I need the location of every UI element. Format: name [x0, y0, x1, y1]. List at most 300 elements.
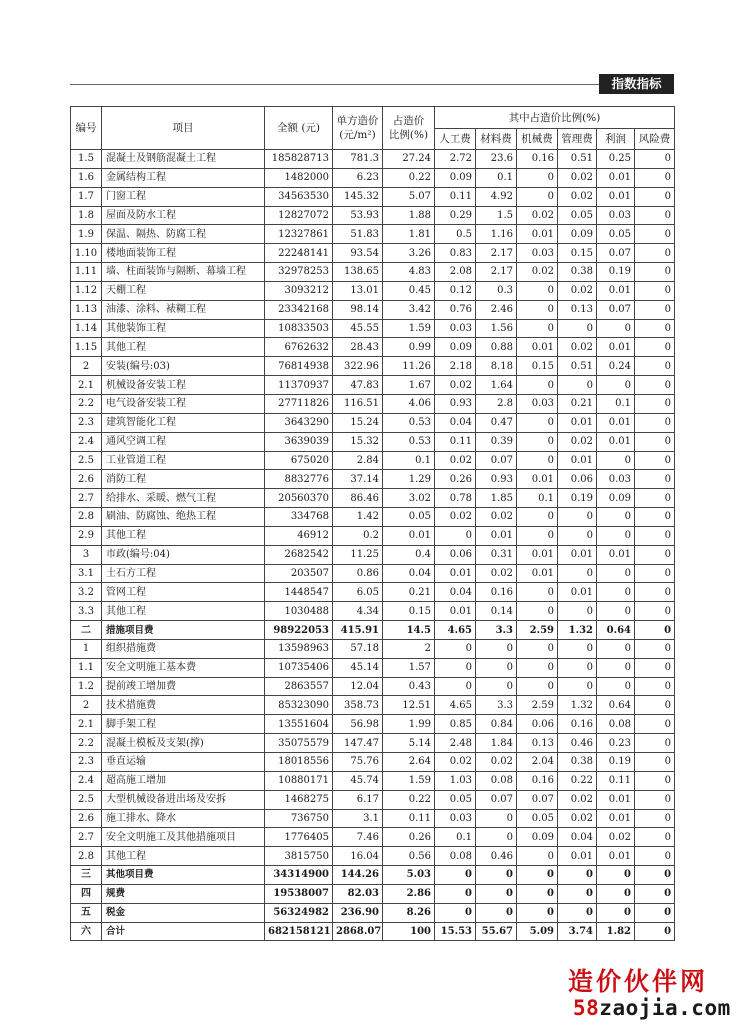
row-management-cell: 0: [558, 658, 597, 677]
row-unit-price-cell: 6.23: [333, 168, 383, 187]
row-unit-price-cell: 2868.07: [333, 922, 383, 941]
row-risk-cell: 0: [635, 526, 675, 545]
row-unit-price-cell: 415.91: [333, 621, 383, 640]
row-no-cell: 1.15: [71, 338, 102, 357]
row-item-cell: 刷油、防腐蚀、绝热工程: [102, 508, 265, 527]
row-management-cell: 0.05: [558, 206, 597, 225]
row-labor-cell: 0.26: [435, 470, 476, 489]
table-row: [71, 263, 675, 282]
table-row: [71, 602, 675, 621]
row-profit-cell: 0.25: [597, 150, 635, 169]
row-material-cell: 2.46: [476, 300, 517, 319]
row-no-cell: 二: [71, 621, 102, 640]
row-no-cell: 2.4: [71, 432, 102, 451]
row-amount-cell: 20560370: [265, 489, 333, 508]
row-risk-cell: 0: [635, 790, 675, 809]
row-material-cell: 3.3: [476, 621, 517, 640]
row-profit-cell: 0.07: [597, 300, 635, 319]
table-row: [71, 828, 675, 847]
row-amount-cell: 11370937: [265, 376, 333, 395]
row-ratio-cell: 0.1: [383, 451, 435, 470]
row-item-cell: 合计: [102, 922, 265, 941]
header-unit-price-line1: 单方造价: [336, 115, 379, 127]
row-labor-cell: 0: [435, 526, 476, 545]
row-material-cell: 8.18: [476, 357, 517, 376]
row-risk-cell: 0: [635, 206, 675, 225]
row-risk-cell: 0: [635, 658, 675, 677]
row-risk-cell: 0: [635, 696, 675, 715]
row-no-cell: 1.5: [71, 150, 102, 169]
row-ratio-cell: 4.83: [383, 263, 435, 282]
row-labor-cell: 0: [435, 658, 476, 677]
row-material-cell: 0: [476, 884, 517, 903]
row-labor-cell: 0.93: [435, 394, 476, 413]
row-ratio-cell: 2.64: [383, 753, 435, 772]
row-ratio-cell: 1.81: [383, 225, 435, 244]
row-amount-cell: 13598963: [265, 639, 333, 658]
row-labor-cell: 0.5: [435, 225, 476, 244]
row-no-cell: 1.1: [71, 658, 102, 677]
table-row: [71, 168, 675, 187]
row-machine-cell: 0.1: [517, 489, 558, 508]
row-machine-cell: 0: [517, 432, 558, 451]
row-labor-cell: 0: [435, 866, 476, 885]
row-management-cell: 0.06: [558, 470, 597, 489]
row-amount-cell: 56324982: [265, 903, 333, 922]
table-row: [71, 809, 675, 828]
row-labor-cell: 0: [435, 903, 476, 922]
section-tag: 指数指标: [599, 74, 674, 94]
row-amount-cell: 19538007: [265, 884, 333, 903]
row-risk-cell: 0: [635, 922, 675, 941]
row-machine-cell: 0: [517, 281, 558, 300]
row-unit-price-cell: 6.05: [333, 583, 383, 602]
row-amount-cell: 3639039: [265, 432, 333, 451]
row-amount-cell: 3643290: [265, 413, 333, 432]
row-material-cell: 0.84: [476, 715, 517, 734]
row-amount-cell: 46912: [265, 526, 333, 545]
row-profit-cell: 0: [597, 677, 635, 696]
row-ratio-cell: 5.07: [383, 187, 435, 206]
row-management-cell: 0.38: [558, 263, 597, 282]
row-unit-price-cell: 98.14: [333, 300, 383, 319]
row-profit-cell: 0: [597, 508, 635, 527]
table-row: [71, 696, 675, 715]
row-item-cell: 垂直运输: [102, 753, 265, 772]
row-management-cell: 0.04: [558, 828, 597, 847]
row-item-cell: 天棚工程: [102, 281, 265, 300]
row-ratio-cell: 0.53: [383, 432, 435, 451]
watermark-url: [573, 996, 731, 1020]
table-row: [71, 771, 675, 790]
row-management-cell: 0.02: [558, 187, 597, 206]
row-item-cell: 混凝土及钢筋混凝土工程: [102, 150, 265, 169]
table-row: [71, 470, 675, 489]
row-machine-cell: 2.59: [517, 621, 558, 640]
row-risk-cell: 0: [635, 639, 675, 658]
row-labor-cell: 0.11: [435, 432, 476, 451]
row-unit-price-cell: 51.83: [333, 225, 383, 244]
row-material-cell: 1.5: [476, 206, 517, 225]
row-profit-cell: 0: [597, 319, 635, 338]
row-ratio-cell: 0.43: [383, 677, 435, 696]
row-machine-cell: 0: [517, 508, 558, 527]
row-no-cell: 六: [71, 922, 102, 941]
row-no-cell: 3: [71, 545, 102, 564]
row-machine-cell: 0: [517, 526, 558, 545]
row-amount-cell: 10735406: [265, 658, 333, 677]
row-no-cell: 三: [71, 866, 102, 885]
row-ratio-cell: 0.99: [383, 338, 435, 357]
row-amount-cell: 682158121: [265, 922, 333, 941]
table-row: [71, 545, 675, 564]
table-row: [71, 922, 675, 941]
row-ratio-cell: 1.59: [383, 771, 435, 790]
row-amount-cell: 23342168: [265, 300, 333, 319]
row-labor-cell: 0.04: [435, 583, 476, 602]
row-labor-cell: 15.53: [435, 922, 476, 941]
row-item-cell: 通风空调工程: [102, 432, 265, 451]
row-management-cell: 3.74: [558, 922, 597, 941]
row-material-cell: 0: [476, 677, 517, 696]
row-unit-price-cell: 6.17: [333, 790, 383, 809]
watermark-logo-text: 造价伙伴网: [568, 967, 709, 996]
row-item-cell: 其他工程: [102, 526, 265, 545]
row-machine-cell: 0.02: [517, 263, 558, 282]
row-machine-cell: 0.16: [517, 771, 558, 790]
row-amount-cell: 34563530: [265, 187, 333, 206]
row-profit-cell: 0.1: [597, 394, 635, 413]
row-labor-cell: 0.29: [435, 206, 476, 225]
row-amount-cell: 2682542: [265, 545, 333, 564]
header-group: 其中占造价比例(%): [435, 107, 675, 129]
row-profit-cell: 0.01: [597, 432, 635, 451]
row-no-cell: 2: [71, 696, 102, 715]
row-labor-cell: 1.03: [435, 771, 476, 790]
row-profit-cell: 0.08: [597, 715, 635, 734]
row-amount-cell: 35075579: [265, 734, 333, 753]
row-risk-cell: 0: [635, 866, 675, 885]
row-risk-cell: 0: [635, 753, 675, 772]
row-risk-cell: 0: [635, 263, 675, 282]
table-row: [71, 526, 675, 545]
row-machine-cell: 0: [517, 187, 558, 206]
header-ratio-line2: 比例(%): [388, 129, 429, 141]
row-risk-cell: 0: [635, 884, 675, 903]
row-ratio-cell: 0.11: [383, 809, 435, 828]
row-material-cell: 1.16: [476, 225, 517, 244]
row-amount-cell: 736750: [265, 809, 333, 828]
row-management-cell: 0: [558, 602, 597, 621]
row-item-cell: 安装(编号:03): [102, 357, 265, 376]
row-labor-cell: 0.04: [435, 413, 476, 432]
row-amount-cell: 334768: [265, 508, 333, 527]
row-profit-cell: 0.09: [597, 489, 635, 508]
row-profit-cell: 0.19: [597, 753, 635, 772]
row-item-cell: 楼地面装饰工程: [102, 244, 265, 263]
row-management-cell: 0.13: [558, 300, 597, 319]
row-machine-cell: 0.01: [517, 338, 558, 357]
row-management-cell: 0.01: [558, 847, 597, 866]
row-labor-cell: 0.02: [435, 376, 476, 395]
row-no-cell: 2.6: [71, 470, 102, 489]
row-no-cell: 2.5: [71, 790, 102, 809]
row-management-cell: 0: [558, 866, 597, 885]
row-unit-price-cell: 12.04: [333, 677, 383, 696]
row-unit-price-cell: 147.47: [333, 734, 383, 753]
row-profit-cell: 0: [597, 583, 635, 602]
table-row: [71, 639, 675, 658]
row-material-cell: 2.8: [476, 394, 517, 413]
row-management-cell: 0.02: [558, 281, 597, 300]
row-profit-cell: 0.24: [597, 357, 635, 376]
row-amount-cell: 76814938: [265, 357, 333, 376]
row-unit-price-cell: 781.3: [333, 150, 383, 169]
row-machine-cell: 0.09: [517, 828, 558, 847]
row-item-cell: 脚手架工程: [102, 715, 265, 734]
row-machine-cell: 2.59: [517, 696, 558, 715]
row-risk-cell: 0: [635, 319, 675, 338]
row-unit-price-cell: 0.86: [333, 564, 383, 583]
row-labor-cell: 0.78: [435, 489, 476, 508]
row-item-cell: 超高施工增加: [102, 771, 265, 790]
row-item-cell: 屋面及防水工程: [102, 206, 265, 225]
row-amount-cell: 203507: [265, 564, 333, 583]
row-risk-cell: 0: [635, 432, 675, 451]
row-unit-price-cell: 56.98: [333, 715, 383, 734]
header-unit-price-line2: (元/m²): [339, 129, 376, 141]
table-row: [71, 884, 675, 903]
row-management-cell: 0.51: [558, 150, 597, 169]
table-row: [71, 225, 675, 244]
cost-index-table: [70, 106, 675, 941]
row-machine-cell: 0.01: [517, 564, 558, 583]
row-ratio-cell: 0.15: [383, 602, 435, 621]
table-row: [71, 394, 675, 413]
row-amount-cell: 27711826: [265, 394, 333, 413]
row-labor-cell: 0.01: [435, 602, 476, 621]
row-amount-cell: 8832776: [265, 470, 333, 489]
row-material-cell: 2.17: [476, 244, 517, 263]
row-unit-price-cell: 144.26: [333, 866, 383, 885]
row-labor-cell: 4.65: [435, 621, 476, 640]
row-risk-cell: 0: [635, 187, 675, 206]
row-labor-cell: 0.09: [435, 338, 476, 357]
row-no-cell: 3.2: [71, 583, 102, 602]
row-management-cell: 1.32: [558, 621, 597, 640]
row-ratio-cell: 0.4: [383, 545, 435, 564]
row-item-cell: 市政(编号:04): [102, 545, 265, 564]
row-item-cell: 管网工程: [102, 583, 265, 602]
row-item-cell: 其他项目费: [102, 866, 265, 885]
row-risk-cell: 0: [635, 602, 675, 621]
row-material-cell: 0: [476, 658, 517, 677]
row-unit-price-cell: 45.55: [333, 319, 383, 338]
row-labor-cell: 0.11: [435, 187, 476, 206]
row-material-cell: 0.14: [476, 602, 517, 621]
row-risk-cell: 0: [635, 809, 675, 828]
row-item-cell: 其他工程: [102, 602, 265, 621]
row-no-cell: 1.9: [71, 225, 102, 244]
row-profit-cell: 0.01: [597, 338, 635, 357]
row-management-cell: 0.01: [558, 545, 597, 564]
row-machine-cell: 0.06: [517, 715, 558, 734]
row-ratio-cell: 0.01: [383, 526, 435, 545]
row-management-cell: 0: [558, 903, 597, 922]
row-material-cell: 4.92: [476, 187, 517, 206]
row-management-cell: 0.38: [558, 753, 597, 772]
row-machine-cell: 0.03: [517, 394, 558, 413]
row-management-cell: 0.15: [558, 244, 597, 263]
row-risk-cell: 0: [635, 150, 675, 169]
table-row: [71, 677, 675, 696]
row-machine-cell: 5.09: [517, 922, 558, 941]
row-unit-price-cell: 75.76: [333, 753, 383, 772]
row-labor-cell: 0.01: [435, 564, 476, 583]
row-unit-price-cell: 0.2: [333, 526, 383, 545]
row-material-cell: 0: [476, 903, 517, 922]
row-amount-cell: 675020: [265, 451, 333, 470]
row-risk-cell: 0: [635, 508, 675, 527]
row-profit-cell: 0: [597, 451, 635, 470]
table-row: [71, 903, 675, 922]
table-row: [71, 281, 675, 300]
table-row: [71, 866, 675, 885]
table-row: [71, 508, 675, 527]
row-item-cell: 建筑智能化工程: [102, 413, 265, 432]
header-machine: 机械费: [517, 129, 558, 150]
row-unit-price-cell: 138.65: [333, 263, 383, 282]
row-labor-cell: 0.85: [435, 715, 476, 734]
row-labor-cell: 0: [435, 639, 476, 658]
row-material-cell: 0.31: [476, 545, 517, 564]
table-row: [71, 790, 675, 809]
row-material-cell: 2.17: [476, 263, 517, 282]
watermark-url-prefix: 58: [573, 996, 600, 1020]
row-risk-cell: 0: [635, 734, 675, 753]
row-machine-cell: 0: [517, 677, 558, 696]
row-amount-cell: 10833503: [265, 319, 333, 338]
row-profit-cell: 0.01: [597, 168, 635, 187]
table-row: [71, 357, 675, 376]
header-risk: 风险费: [635, 129, 675, 150]
row-item-cell: 其他工程: [102, 338, 265, 357]
row-material-cell: 0.47: [476, 413, 517, 432]
row-amount-cell: 12327861: [265, 225, 333, 244]
row-no-cell: 2.6: [71, 809, 102, 828]
row-profit-cell: 0.23: [597, 734, 635, 753]
row-labor-cell: 0.06: [435, 545, 476, 564]
row-unit-price-cell: 53.93: [333, 206, 383, 225]
row-item-cell: 机械设备安装工程: [102, 376, 265, 395]
row-machine-cell: 0.16: [517, 150, 558, 169]
row-ratio-cell: 5.14: [383, 734, 435, 753]
row-management-cell: 0.51: [558, 357, 597, 376]
row-risk-cell: 0: [635, 847, 675, 866]
row-profit-cell: 0.03: [597, 470, 635, 489]
row-profit-cell: 0: [597, 639, 635, 658]
row-risk-cell: 0: [635, 771, 675, 790]
row-machine-cell: 0: [517, 639, 558, 658]
row-risk-cell: 0: [635, 564, 675, 583]
row-no-cell: 1.11: [71, 263, 102, 282]
row-item-cell: 门窗工程: [102, 187, 265, 206]
row-management-cell: 0.02: [558, 809, 597, 828]
row-labor-cell: 0.1: [435, 828, 476, 847]
row-no-cell: 1: [71, 639, 102, 658]
row-risk-cell: 0: [635, 828, 675, 847]
table-row: [71, 376, 675, 395]
row-management-cell: 0: [558, 319, 597, 338]
row-amount-cell: 32978253: [265, 263, 333, 282]
row-no-cell: 2.1: [71, 376, 102, 395]
row-ratio-cell: 14.5: [383, 621, 435, 640]
row-labor-cell: 0.02: [435, 508, 476, 527]
row-profit-cell: 0.64: [597, 696, 635, 715]
row-labor-cell: 0.02: [435, 451, 476, 470]
row-machine-cell: 0: [517, 583, 558, 602]
row-ratio-cell: 100: [383, 922, 435, 941]
row-management-cell: 0.02: [558, 432, 597, 451]
row-unit-price-cell: 322.96: [333, 357, 383, 376]
row-unit-price-cell: 145.32: [333, 187, 383, 206]
row-labor-cell: 0.03: [435, 809, 476, 828]
row-item-cell: 其他工程: [102, 847, 265, 866]
row-profit-cell: 0.07: [597, 244, 635, 263]
row-labor-cell: 0.05: [435, 790, 476, 809]
row-no-cell: 2.3: [71, 413, 102, 432]
row-labor-cell: 2.48: [435, 734, 476, 753]
row-amount-cell: 1468275: [265, 790, 333, 809]
row-management-cell: 0.21: [558, 394, 597, 413]
row-profit-cell: 0: [597, 526, 635, 545]
row-labor-cell: 0.02: [435, 753, 476, 772]
row-machine-cell: 0: [517, 903, 558, 922]
row-risk-cell: 0: [635, 451, 675, 470]
row-unit-price-cell: 11.25: [333, 545, 383, 564]
row-no-cell: 2.2: [71, 394, 102, 413]
row-item-cell: 安全文明施工及其他措施项目: [102, 828, 265, 847]
row-labor-cell: 0: [435, 677, 476, 696]
row-ratio-cell: 0.53: [383, 413, 435, 432]
row-no-cell: 1.2: [71, 677, 102, 696]
row-amount-cell: 185828713: [265, 150, 333, 169]
row-unit-price-cell: 7.46: [333, 828, 383, 847]
row-profit-cell: 0.01: [597, 545, 635, 564]
row-material-cell: 0.02: [476, 753, 517, 772]
table-row: [71, 338, 675, 357]
header-amount: 全额 (元): [265, 107, 333, 150]
row-machine-cell: 0: [517, 168, 558, 187]
table-row: [71, 432, 675, 451]
row-profit-cell: 0: [597, 602, 635, 621]
row-unit-price-cell: 15.32: [333, 432, 383, 451]
row-management-cell: 0: [558, 884, 597, 903]
row-management-cell: 0.09: [558, 225, 597, 244]
table-row: [71, 715, 675, 734]
row-risk-cell: 0: [635, 715, 675, 734]
row-amount-cell: 2863557: [265, 677, 333, 696]
row-amount-cell: 1030488: [265, 602, 333, 621]
row-item-cell: 给排水、采暖、燃气工程: [102, 489, 265, 508]
row-amount-cell: 1776405: [265, 828, 333, 847]
table-row: [71, 413, 675, 432]
row-machine-cell: 0: [517, 658, 558, 677]
row-material-cell: 0.01: [476, 526, 517, 545]
row-ratio-cell: 0.05: [383, 508, 435, 527]
row-amount-cell: 3815750: [265, 847, 333, 866]
row-material-cell: 0.07: [476, 790, 517, 809]
